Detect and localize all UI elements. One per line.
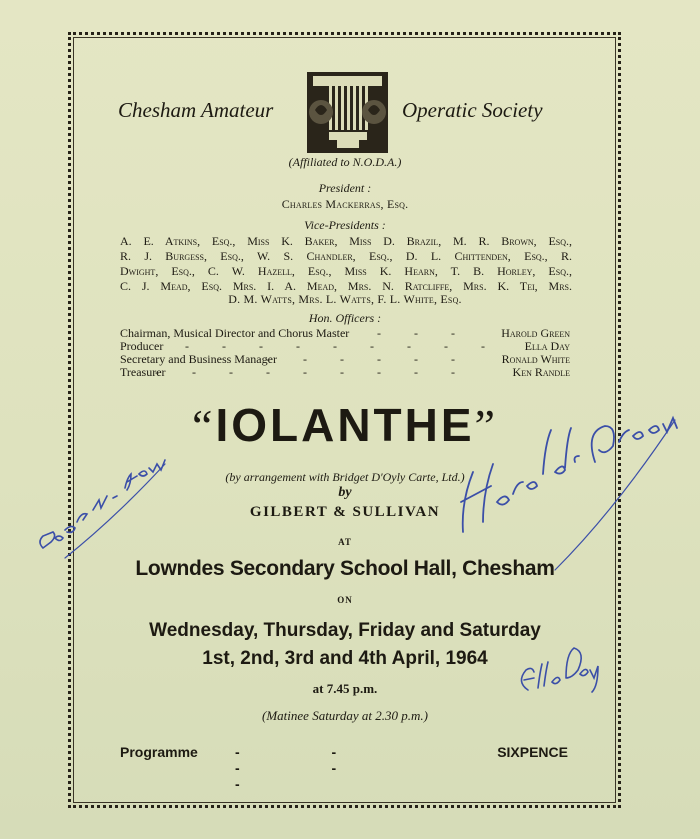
close-quote: ” (474, 400, 498, 451)
vice-presidents-label: Vice-Presidents : (304, 218, 386, 232)
performance-time: at 7.45 p.m. (312, 681, 378, 696)
officer-role: Secretary and Business Manager (120, 352, 277, 366)
matinee-note: (Matinee Saturday at 2.30 p.m.) (262, 708, 428, 723)
performance-days: Wednesday, Thursday, Friday and Saturday (149, 620, 541, 641)
officer-role: Chairman, Musical Director and Chorus Master (120, 326, 350, 340)
venue-text: Lowndes Secondary School Hall, Chesham (135, 557, 555, 580)
officer-leader: - - - - - - - - - (155, 365, 470, 379)
officer-name: Ella Day (524, 339, 570, 353)
officer-role: Treasurer (120, 365, 166, 379)
title-text: IOLANTHE (215, 399, 475, 451)
programme-price-line (120, 744, 568, 792)
officer-leader: - - - (377, 326, 470, 340)
programme-label: Programme (120, 744, 198, 760)
affiliation-text: (Affiliated to N.O.D.A.) (288, 155, 402, 169)
officer-row (120, 326, 570, 340)
performance-dates: 1st, 2nd, 3rd and 4th April, 1964 (202, 648, 488, 669)
price-leader: - - - - - (235, 744, 381, 792)
signature-ella-day (510, 638, 610, 708)
officers-label: Hon. Officers : (308, 311, 382, 325)
officer-name: Ronald White (501, 352, 570, 366)
officer-name: Harold Green (501, 326, 570, 340)
society-name-right: Operatic Society (402, 98, 543, 122)
officer-leader: - - - - - - - - - (185, 339, 500, 353)
officer-role: Producer (120, 339, 164, 353)
president-label: President : (318, 181, 372, 195)
president-name: Charles Mackerras, Esq. (281, 197, 409, 211)
vice-president-line: C. J. Mead, Esq. Mrs. I. A. Mead, Mrs. N. Ratcliffe, Mrs. K. Tei, Mrs. (120, 279, 572, 293)
programme-price: SIXPENCE (497, 744, 568, 760)
vice-president-line: R. J. Burgess, Esq., W. S. Chandler, Esq., D. L. Chittenden, Esq., R. (120, 249, 572, 263)
officer-leader: - - - - - - (266, 352, 470, 366)
signature-joan (25, 430, 175, 570)
open-quote: “ (192, 400, 216, 451)
by-text: by (338, 485, 352, 500)
society-name-left: Chesham Amateur (118, 98, 274, 122)
officer-row (120, 339, 570, 353)
arrangement-note: (by arrangement with Bridget D'Oyly Carte, Ltd.) (225, 470, 465, 484)
officer-name: Ken Randle (512, 365, 570, 379)
authors-text: GILBERT & SULLIVAN (249, 504, 441, 520)
society-logo-icon (305, 70, 390, 155)
vice-president-line: A. E. Atkins, Esq., Miss K. Baker, Miss D. Brazil, M. R. Brown, Esq., (120, 234, 572, 248)
on-text: ON (337, 595, 353, 605)
officer-row (120, 365, 570, 379)
vice-president-line: Dwight, Esq., C. W. Hazell, Esq., Miss K. Hearn, T. B. Horley, Esq., (120, 264, 572, 278)
at-text: AT (338, 537, 352, 547)
officer-row (120, 352, 570, 366)
signature-harold-green (455, 402, 690, 577)
vice-president-line: D. M. Watts, Mrs. L. Watts, F. L. White, Esq. (228, 292, 462, 306)
